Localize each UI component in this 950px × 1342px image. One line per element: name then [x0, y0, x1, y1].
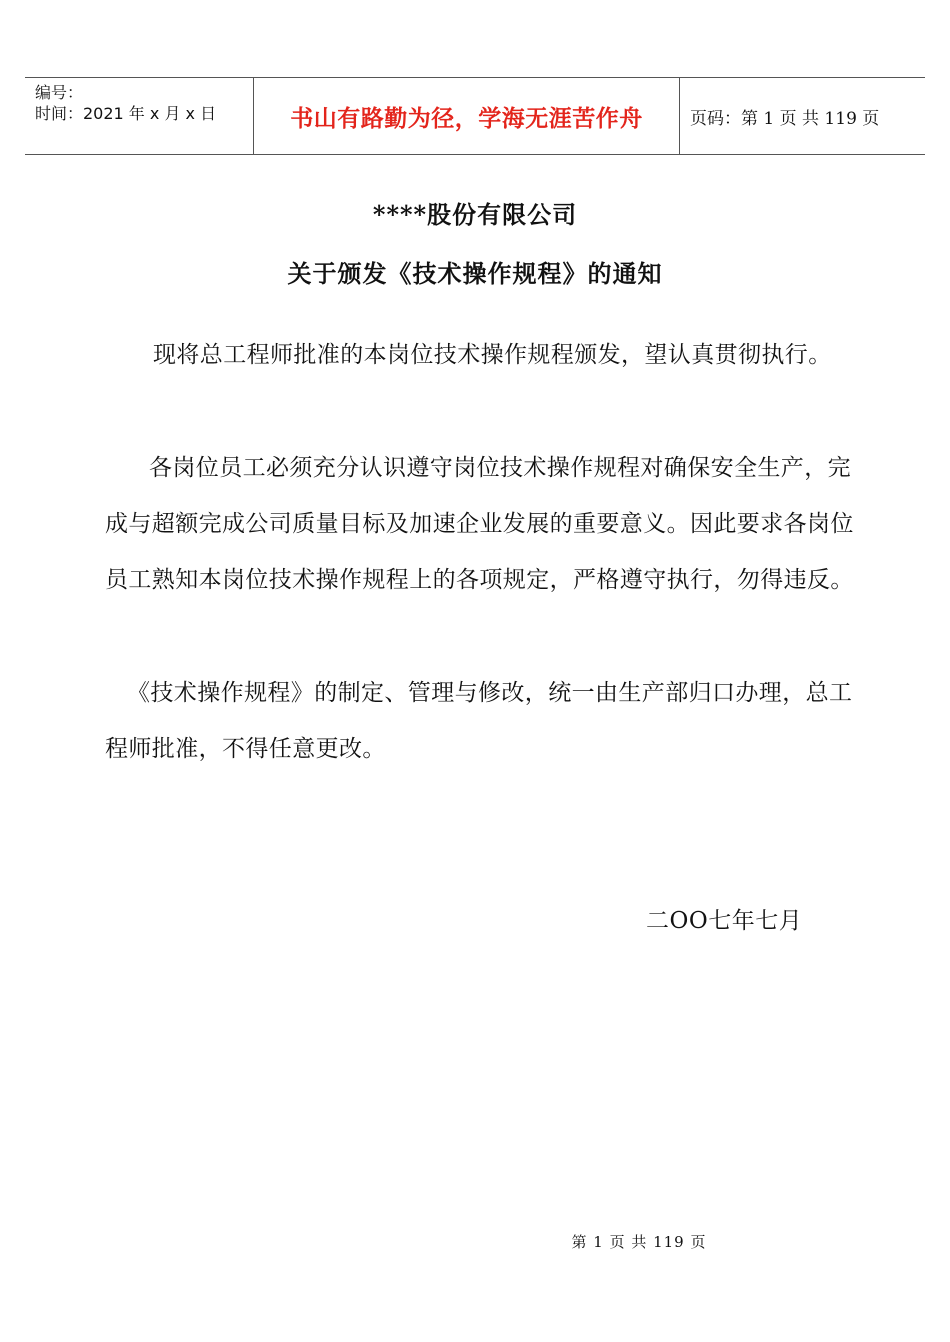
time-label: 时间：2021 年 x 月 x 日 — [35, 104, 217, 123]
number-label: 编号： — [35, 83, 84, 102]
page-footer: 第 1 页 共 119 页 — [571, 1233, 707, 1251]
body-paragraph-1: 现将总工程师批准的本岗位技术操作规程颁发，望认真贯彻执行。 — [153, 342, 832, 368]
motto-text: 书山有路勤为径，学海无涯苦作舟 — [290, 104, 643, 132]
header-page-cell — [680, 78, 925, 154]
document-header — [25, 77, 925, 155]
issue-date: 二OO七年七月 — [646, 908, 803, 934]
body-paragraph-3: 《技术操作规程》的制定、管理与修改，统一由生产部归口办理，总工程师批准，不得任意更改。 — [105, 680, 853, 762]
header-page-info: 页码：第 1 页 共 119 页 — [690, 108, 880, 129]
header-motto-cell — [254, 78, 680, 154]
company-title: ****股份有限公司 — [372, 200, 578, 229]
body-paragraph-2: 各岗位员工必须充分认识遵守岗位技术操作规程对确保安全生产，完成与超额完成公司质量目标及加速企业发展的重要意义。因此要求各岗位员工熟知本岗位技术操作规程上的各项规定，严格遵守执行，勿得违反。 — [105, 455, 854, 593]
header-meta-cell — [25, 78, 254, 154]
notice-title: 关于颁发《技术操作规程》的通知 — [287, 259, 663, 288]
